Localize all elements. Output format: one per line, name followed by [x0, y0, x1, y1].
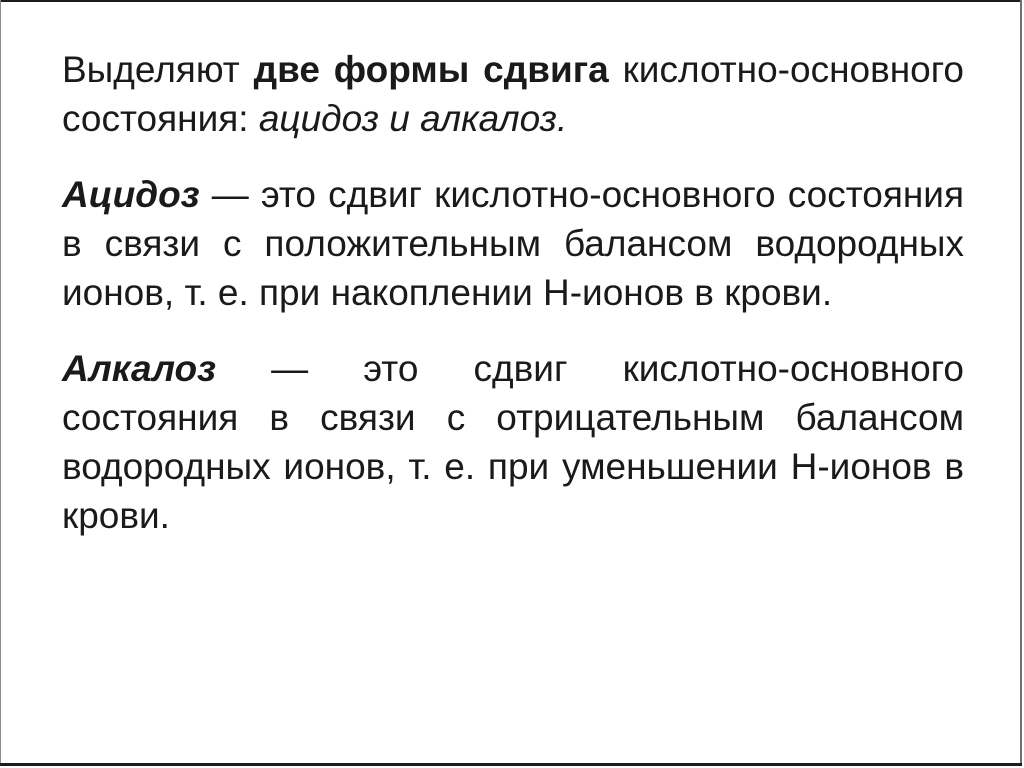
text-segment-bold: две формы сдвига: [253, 49, 609, 90]
text-segment: — это сдвиг кислотно-основного состояния в связи с положительным балансом водородных ионов, т. е. при накоплении Н-ионов в крови.: [62, 174, 964, 313]
text-segment: Выделяют: [62, 49, 254, 90]
slide-border-bottom: [0, 763, 1022, 766]
paragraph-intro: [62, 45, 964, 143]
text-segment: — это сдвиг кислотно-основного состояния в связи с отрицательным балансом водородных ионов, т. е. при уменьшении Н-ионов в крови.: [62, 348, 964, 536]
term-alkalosis: Алкалоз: [62, 348, 216, 389]
term-acidosis: Ацидоз: [62, 174, 200, 215]
paragraph-acidosis-definition: [62, 170, 964, 317]
paragraph-alkalosis-definition: [62, 344, 964, 540]
text-segment-italic: ацидоз и алкалоз.: [258, 98, 568, 139]
text-segment: кислотно-основного состояния:: [62, 49, 965, 139]
